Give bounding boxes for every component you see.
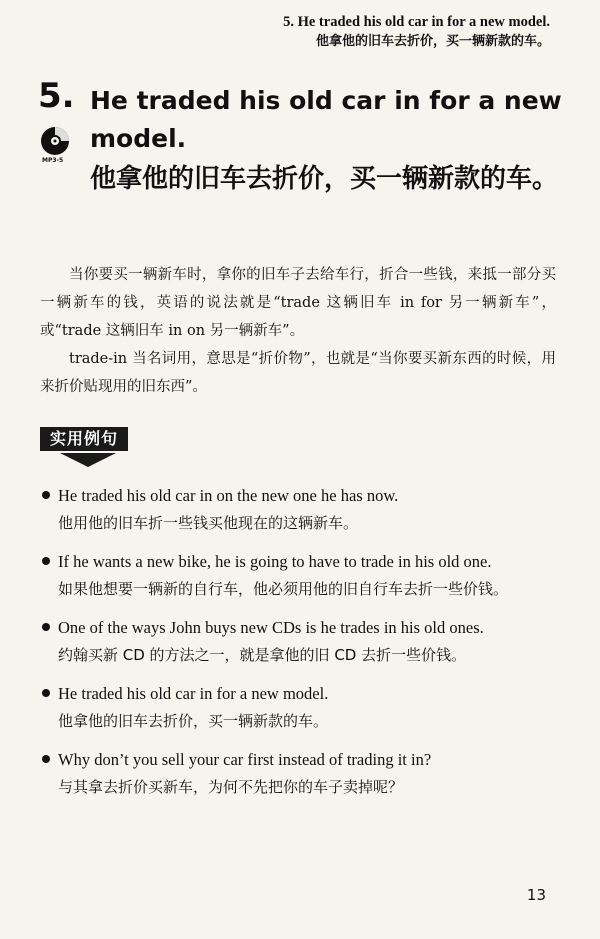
example-chinese: 他拿他的旧车去折价，买一辆新款的车。 — [58, 712, 329, 730]
audio-track-label: MP3-5 — [42, 157, 64, 164]
example-chinese: 如果他想要一辆新的自行车，他必须用他的旧自行车去折一些价钱。 — [58, 580, 509, 598]
title-chinese: 他拿他的旧车去折价，买一辆新款的车。 — [90, 164, 559, 194]
explanation-paragraph: 当你要买一辆新车时，拿你的旧车子去给车行，折合一些钱，来抵一部分买一辆新车的钱，英语的说法就是“trade 这辆旧车 in for 另一辆新车”，或“trade 这辆旧车 in on 另一辆新车”。 — [40, 267, 556, 339]
list-item — [40, 746, 560, 801]
bullet-icon — [42, 623, 50, 631]
title-english: He traded his old car in for a new model. — [90, 86, 562, 153]
section-label: 实用例句 — [40, 427, 128, 451]
example-chinese: 约翰买新 CD 的方法之一，就是拿他的旧 CD 去折一些价钱。 — [58, 646, 467, 664]
list-item — [40, 548, 560, 603]
example-chinese: 与其拿去折价买新车，为何不先把你的车子卖掉呢？ — [58, 778, 404, 796]
example-english: He traded his old car in for a new model. — [58, 684, 329, 703]
running-header — [283, 12, 550, 52]
list-item — [40, 680, 560, 735]
example-english: If he wants a new bike, he is going to have to trade in his old one. — [58, 552, 492, 571]
title-number: 5. — [38, 76, 75, 116]
list-item — [40, 482, 560, 537]
example-english: One of the ways John buys new CDs is he trades in his old ones. — [58, 618, 484, 637]
bullet-icon — [42, 689, 50, 697]
section-arrow-icon — [60, 453, 116, 467]
bullet-icon — [42, 557, 50, 565]
page-number: 13 — [526, 886, 546, 904]
bullet-icon — [42, 755, 50, 763]
cd-icon[interactable] — [40, 126, 70, 156]
running-header-en: 5. He traded his old car in for a new model. — [283, 14, 550, 30]
explanation — [40, 261, 556, 401]
list-item — [40, 614, 560, 669]
example-chinese: 他用他的旧车折一些钱买他现在的这辆新车。 — [58, 514, 359, 532]
example-english: Why don’t you sell your car first instead of trading it in? — [58, 750, 432, 769]
running-header-zh: 他拿他的旧车去折价，买一辆新款的车。 — [315, 34, 550, 49]
example-english: He traded his old car in on the new one he has now. — [58, 486, 399, 505]
example-list — [40, 482, 560, 812]
bullet-icon — [42, 491, 50, 499]
explanation-paragraph: trade-in 当名词用，意思是“折价物”，也就是“当你要买新东西的时候，用来折价贴现用的旧东西”。 — [40, 351, 556, 395]
